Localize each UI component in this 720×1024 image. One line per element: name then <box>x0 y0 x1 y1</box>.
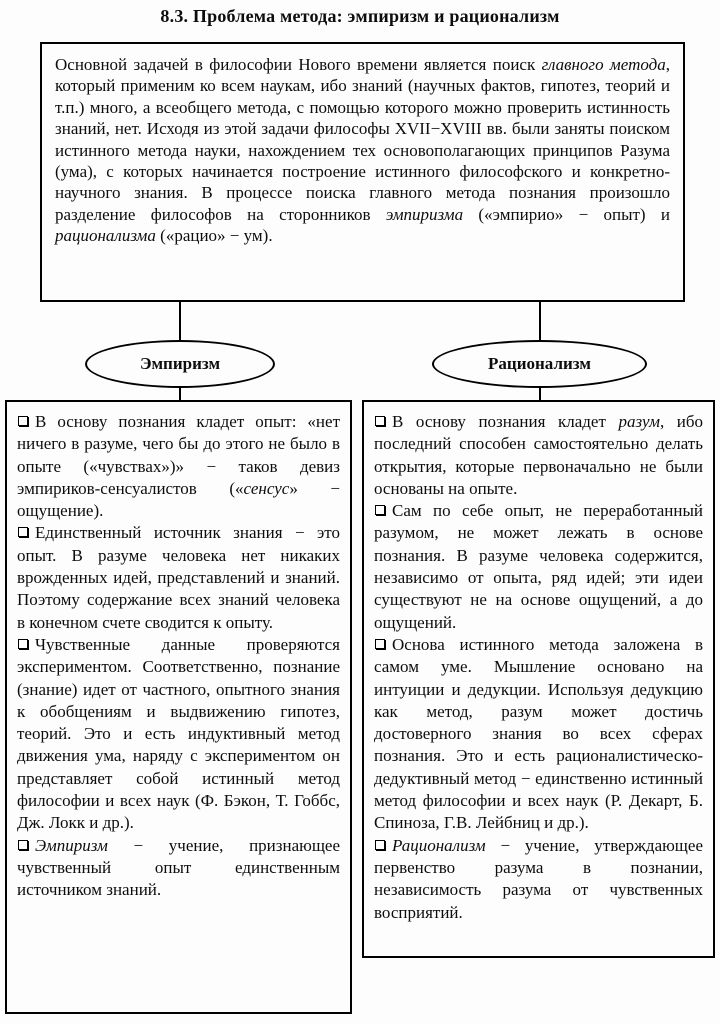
intro-text: Основной задачей в философии Нового времени является поиск главного метода, который применим ко всем наукам, ибо знаний (научных фактов, гипотез, теорий и т.п.) много, а всеобщего метода, с помощью которого можно проверить истинность знаний, нет. Исходя из этой задачи философы XVII−XVIII вв. были заняты поиском истинного метода науки, нахождением тех основополагающих принципов Разума (ума), с которых начинается построение истинного философского и конкретно-научного знания. В процессе поиска главного метода познания произошло разделение философов на сторонников эмпиризма («эмпирио» − опыт) и рационализма («рацио» − ум). <box>55 55 671 246</box>
square-bullet-icon <box>375 416 385 426</box>
square-bullet-icon <box>18 639 28 649</box>
bullet-item: Эмпиризм − учение, признающее чувственный опыт единственным источником знаний. <box>17 835 340 900</box>
bullet-item: Единственный источник знания − это опыт. В разуме человека нет никаких врожденных идей, представлений и знаний. Поэтому содержание всех знаний человека в конечном счете сводится к опыту. <box>17 523 340 632</box>
connector-line-left-upper <box>179 300 181 340</box>
bullet-item: В основу познания кладет разум, ибо последний способен самостоятельно делать открытия, которые первоначально не были основаны на опыте. <box>374 412 704 498</box>
bullet-item: Основа истинного метода заложена в самом уме. Мышление основано на интуиции и дедукции. Используя дедукцию как метод, разум может достичь достоверного знания во всех сферах познания. Это и есть рационалистическо-дедуктивный метод − единственно истинный метод философии и всех наук (Р. Декарт, Б. Спиноза, Г.В. Лейбниц и др.). <box>374 634 703 833</box>
bullet-item: Рационализм − учение, утверждающее первенство разума в познании, независимость разума от чувственных восприятий. <box>374 835 703 922</box>
rationalism-oval-label: Рационализм <box>488 354 591 373</box>
rationalism-oval <box>432 340 647 388</box>
page-title: 8.3. Проблема метода: эмпиризм и рационализм <box>160 6 560 26</box>
square-bullet-icon <box>18 840 28 850</box>
connector-line-right-upper <box>539 300 541 340</box>
intro-box <box>40 42 685 302</box>
empiricism-box <box>5 400 352 1014</box>
empiricism-oval <box>85 340 275 388</box>
square-bullet-icon <box>18 527 28 537</box>
empiricism-oval-label: Эмпиризм <box>139 354 221 373</box>
square-bullet-icon <box>18 416 28 426</box>
square-bullet-icon <box>375 505 385 515</box>
bullet-item: Сам по себе опыт, не переработанный разумом, не может лежать в основе познания. В разуме человека содержится, независимо от опыта, ряд идей; эти идеи существуют не на основе ощущений, а до ощущений. <box>374 501 703 632</box>
square-bullet-icon <box>375 840 385 850</box>
square-bullet-icon <box>375 639 385 649</box>
rationalism-box <box>362 400 715 958</box>
bullet-item: В основу познания кладет опыт: «нет ничего в разуме, чего бы до этого не было в опыте («чувствах»)» − таков девиз эмпириков-сенсуалистов («сенсус» − ощущение). <box>17 412 340 521</box>
bullet-item: Чувственные данные проверяются экспериментом. Соответственно, познание (знание) идет от частного, опытного знания к обобщениям и выдвижению гипотез, теорий. Это и есть индуктивный метод движения ума, наряду с экспериментом он представляет собой истинный метод философии и всех наук (Ф. Бэкон, Т. Гоббс, Дж. Локк и др.). <box>17 634 340 833</box>
